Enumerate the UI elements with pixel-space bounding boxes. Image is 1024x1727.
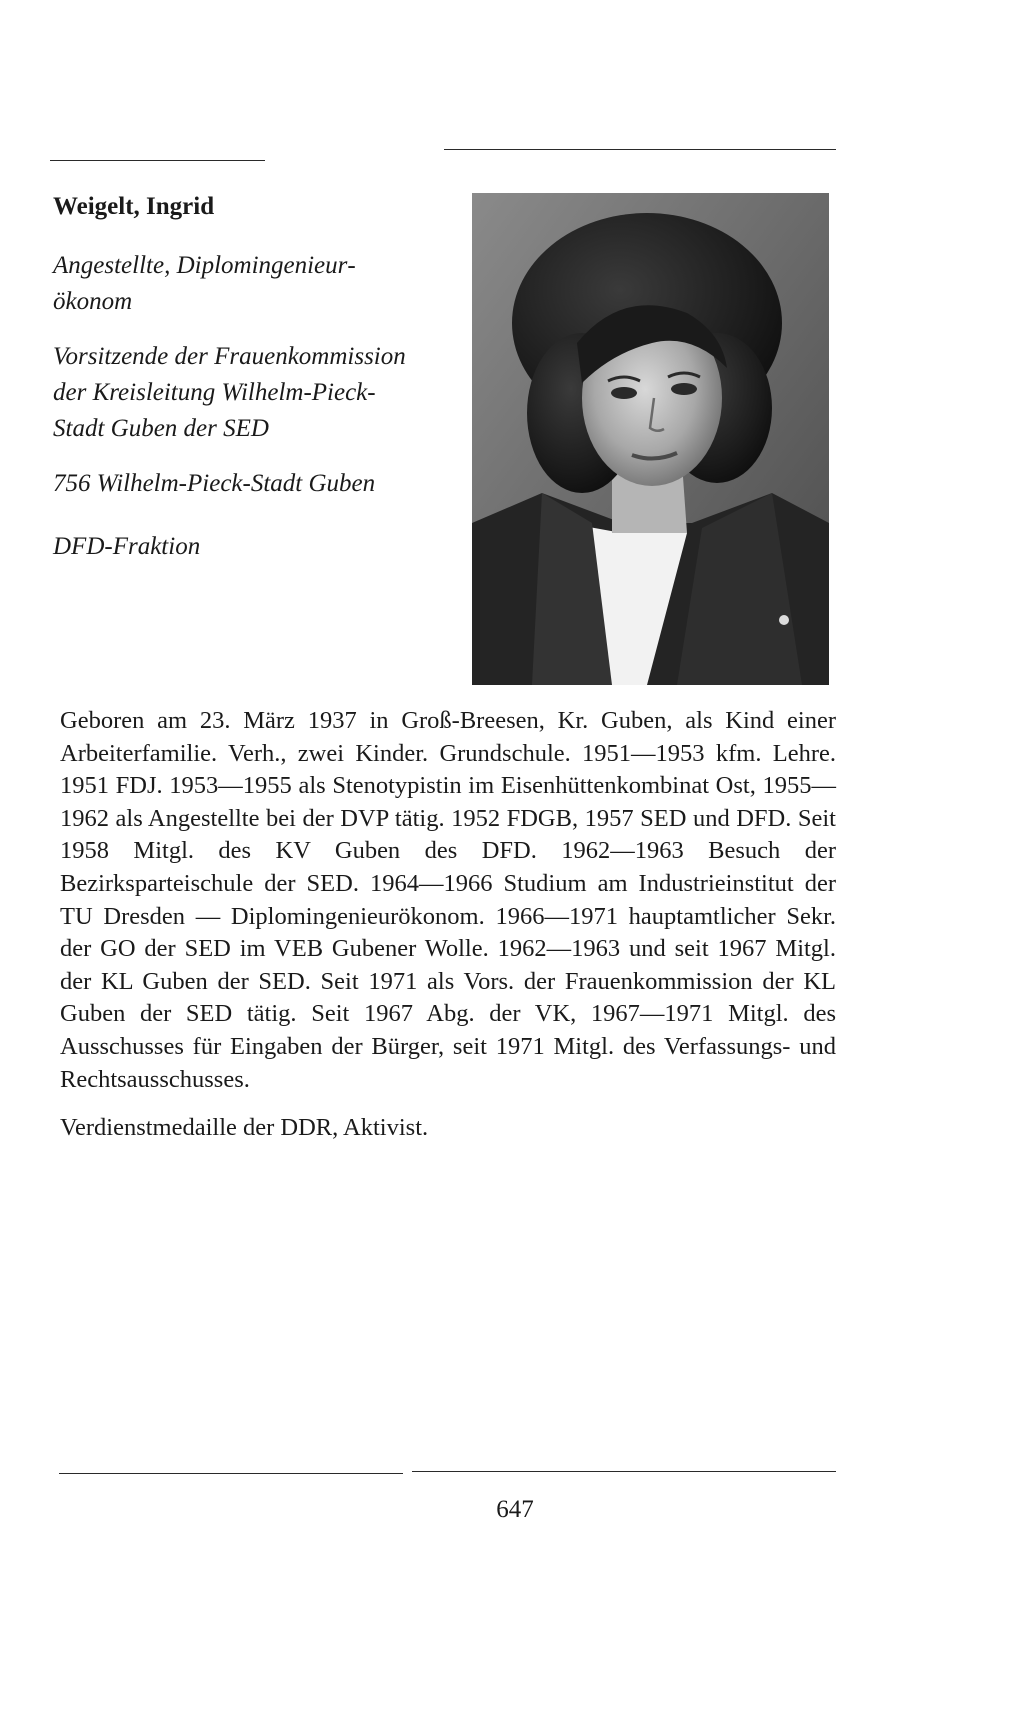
- bottom-rule-left: [59, 1473, 403, 1474]
- awards-text: Verdienstmedaille der DDR, Aktivist.: [60, 1114, 429, 1141]
- top-rule-right: [444, 149, 836, 150]
- portrait-photo: [472, 193, 829, 685]
- occupation: Angestellte, Diplomingenieurökonom: [53, 252, 356, 315]
- biography-text: Geboren am 23. März 1937 in Groß-Breesen, Kr. Guben, als Kind einer Arbeiterfamilie. Verh., zwei Kinder. Grundschule. 1951—1953 kfm. Lehre. 1951 FDJ. 1953—1955 als Stenotypistin im Eisenhüttenkombinat Ost, 1955—1962 als Angestellte bei der DVP tätig. 1952 FDGB, 1957 SED und DFD. Seit 1958 Mitgl. des KV Guben des DFD. 1962—1963 Besuch der Bezirksparteischule der SED. 1964—1966 Studium am Industrieinstitut der TU Dresden — Diplomingenieurökonom. 1966—1971 hauptamtlicher Sekr. der GO der SED im VEB Gubener Wolle. 1962—1963 und seit 1967 Mitgl. der KL Guben der SED. Seit 1971 als Vors. der Frauenkommission der KL Guben der SED tätig. Seit 1967 Abg. der VK, 1967—1971 Mitgl. des Ausschusses für Eingaben der Bürger, seit 1971 Mitgl. des Verfassungs- und Rechtsausschusses.: [60, 707, 836, 1093]
- page-number: [0, 1496, 1024, 1524]
- bottom-rule-right: [412, 1471, 836, 1472]
- portrait-photo-icon: [472, 193, 829, 685]
- address: 756 Wilhelm-Pieck-Stadt Guben: [53, 470, 376, 497]
- party-function: Vorsitzende der Frauenkommission der Kreisleitung Wilhelm-Pieck-Stadt Guben der SED: [53, 343, 406, 442]
- top-rule-left: [50, 160, 265, 161]
- person-name: Weigelt, Ingrid: [53, 193, 215, 220]
- faction: DFD-Fraktion: [53, 533, 201, 560]
- page-number-value: 647: [496, 1496, 534, 1523]
